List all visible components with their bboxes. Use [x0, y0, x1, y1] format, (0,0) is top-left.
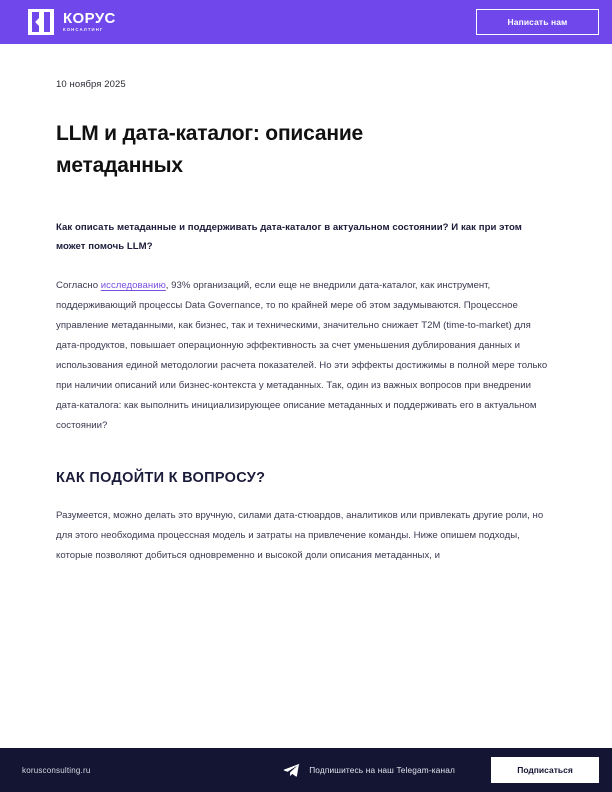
brand-logo[interactable]: [28, 9, 116, 35]
telegram-icon: [283, 763, 300, 778]
section-heading: КАК ПОДОЙТИ К ВОПРОСУ?: [56, 469, 266, 486]
contact-us-button[interactable]: Написать нам: [476, 9, 599, 35]
publication-date: 10 ноября 2025: [56, 79, 126, 90]
site-url[interactable]: korusconsulting.ru: [22, 765, 91, 775]
paragraph-1-suffix: , 93% организаций, если еще не внедрили дата-каталог, как инструмент, поддерживающий процессы Data Governance, то по крайней мере об этом задумываются. Процессное управление метаданными, как бизнес, так и техническими, значительно снижает T2M (time-to-market) для дата-продуктов, повышает операционную эффективность за счет уменьшения дублирования данных и использования единой методологии расчета показателей. Но эти эффекты достижимы в полной мере только при наличии описаний или бизнес-контекста у метаданных. Так, один из важных вопросов при внедрении дата-каталога: как выполнить инициализирующее описание метаданных и поддерживать его в актуальном состоянии?: [56, 280, 548, 431]
article-paragraph-1: [56, 276, 556, 436]
brand-subtitle: КОНСАЛТИНГ: [63, 27, 104, 33]
article-lead: Как описать метаданные и поддерживать дата-каталог в актуальном состоянии? И как при этом может помочь LLM?: [56, 221, 522, 252]
paragraph-1-prefix: Согласно: [56, 280, 101, 292]
korus-logo-icon: [28, 9, 54, 35]
telegram-promo[interactable]: [283, 763, 455, 778]
site-footer: [0, 748, 612, 792]
article-paragraph-2: Разумеется, можно делать это вручную, силами дата-стюардов, аналитиков или привлекать другие роли, но для этого необходима процессная модель и затраты на привлечение команды. Ниже опишем подходы, которые позволяют добиться одновременно и высокой доли описания метаданных, и: [56, 509, 544, 561]
brand-wordmark: [63, 11, 116, 32]
site-header: [0, 0, 612, 44]
telegram-promo-label: Подпишитесь на наш Telegam-канал: [309, 765, 455, 775]
research-link[interactable]: исследованию: [100, 280, 166, 292]
brand-name: КОРУС: [63, 10, 116, 28]
page-title: LLM и дата-каталог: описание метаданных: [56, 122, 364, 177]
subscribe-button[interactable]: Подписаться: [491, 757, 599, 783]
article-content: [0, 44, 612, 748]
